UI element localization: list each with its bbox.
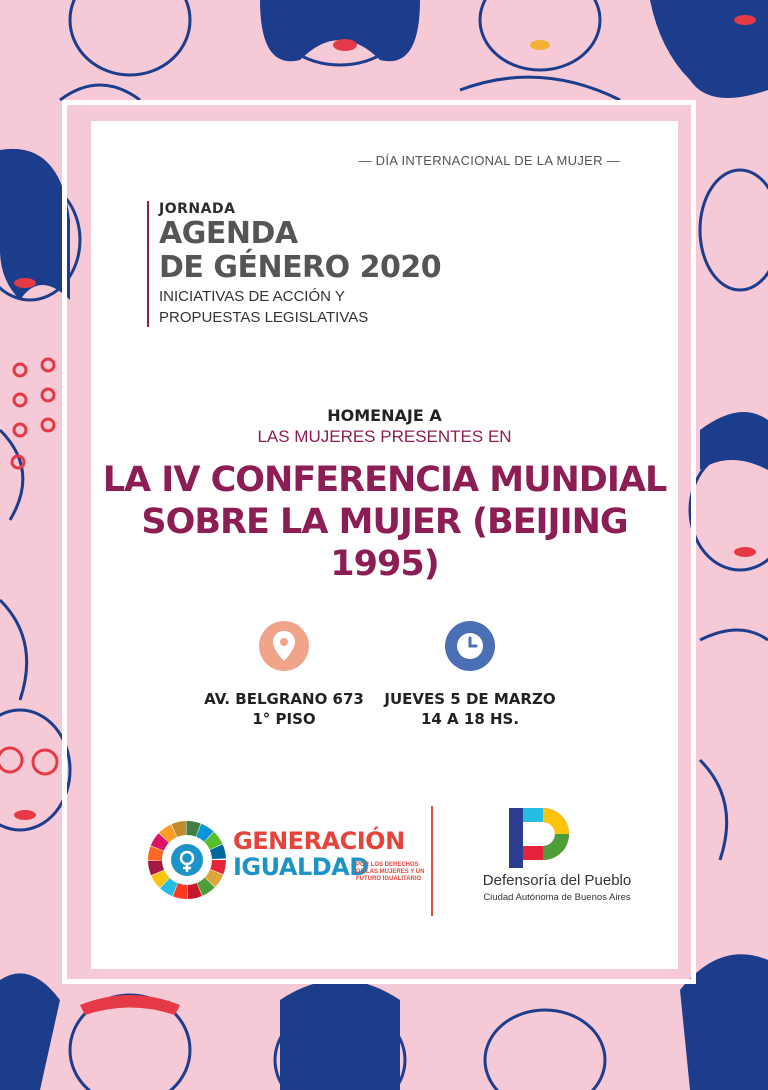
homenaje-block bbox=[91, 406, 678, 447]
location-info bbox=[194, 621, 374, 729]
defensoria-name: Defensoría del Pueblo bbox=[482, 872, 632, 889]
poster-card bbox=[91, 121, 678, 969]
generacion-tagline: POR LOS DERECHOS DE LAS MUJERES Y UN FUTURO IGUALITARIO bbox=[356, 862, 425, 882]
agenda-subtitle-line2: PROPUESTAS LEGISLATIVAS bbox=[159, 309, 369, 326]
address-line2: 1° PISO bbox=[252, 710, 316, 728]
conference-title-line2: SOBRE LA MUJER (BEIJING 1995) bbox=[141, 502, 628, 584]
agenda-title-line1: AGENDA bbox=[159, 216, 298, 251]
clock-icon bbox=[445, 621, 495, 671]
generacion-igualdad-wheel-icon bbox=[147, 820, 227, 900]
agenda-title-line2: DE GÉNERO 2020 bbox=[159, 250, 442, 285]
generacion-word: GENERACIÓN bbox=[233, 827, 405, 855]
agenda-subtitle-line1: INICIATIVAS DE ACCIÓN Y bbox=[159, 288, 345, 305]
event-kicker: — DÍA INTERNACIONAL DE LA MUJER — bbox=[358, 153, 620, 168]
address-line1: AV. BELGRANO 673 bbox=[204, 690, 364, 708]
logo-divider bbox=[431, 806, 433, 916]
map-pin-icon bbox=[259, 621, 309, 671]
conference-title-line1: LA IV CONFERENCIA MUNDIAL bbox=[102, 460, 667, 500]
homenaje-line2: LAS MUJERES PRESENTES EN bbox=[257, 427, 512, 446]
logos-row bbox=[91, 806, 678, 926]
time-info bbox=[380, 621, 560, 729]
date-line1: JUEVES 5 DE MARZO bbox=[384, 690, 556, 708]
defensoria-p-logo-icon bbox=[509, 808, 579, 868]
defensoria-subtitle: Ciudad Autónoma de Buenos Aires bbox=[483, 892, 631, 903]
igualdad-word: IGUALDAD bbox=[233, 853, 369, 881]
date-line2: 14 A 18 HS. bbox=[420, 710, 520, 728]
conference-title bbox=[91, 459, 678, 585]
jornada-label: JORNADA bbox=[159, 201, 236, 217]
homenaje-line1: HOMENAJE A bbox=[327, 406, 442, 425]
agenda-block bbox=[147, 201, 441, 327]
